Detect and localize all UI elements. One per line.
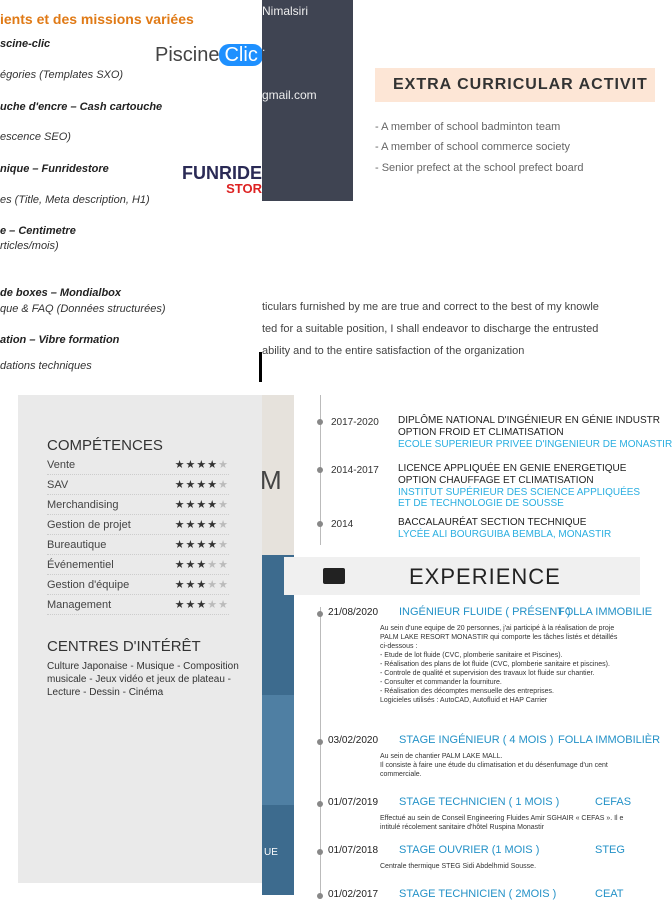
project-title: nique – Funridestore — [0, 163, 109, 175]
project-detail: es (Title, Meta description, H1) — [0, 194, 150, 206]
skill-name: Bureautique — [47, 538, 107, 551]
resume-main — [260, 395, 672, 900]
project-title: e – Centimetre — [0, 225, 76, 237]
skill-rating — [175, 538, 229, 551]
job-company: CEAT — [595, 888, 624, 900]
dark-sidebar — [262, 0, 353, 201]
stars-on: ★★★★ — [174, 499, 219, 511]
briefcase-icon — [323, 568, 345, 584]
education-title: DIPLÔME NATIONAL D'INGÉNIEUR EN GÉNIE INDUSTR OPTION FROID ET CLIMATISATION — [398, 415, 660, 438]
job-date: 01/02/2017 — [328, 889, 379, 900]
stars-off: ★ — [218, 519, 229, 531]
education-school: INSTITUT SUPÉRIEUR DES SCIENCE APPLIQUÉES ET DE TECHNOLOGIE DE SOUSSE — [398, 487, 641, 509]
stars-on: ★★★ — [174, 599, 208, 611]
sidebar-name: Nimalsiri — [262, 4, 308, 18]
job-date: 01/07/2019 — [328, 797, 379, 808]
piscine-clic-logo — [155, 44, 263, 67]
education-date: 2014-2017 — [331, 465, 379, 476]
stars-on: ★★★ — [174, 559, 208, 571]
stars-off: ★ — [218, 459, 229, 471]
project-detail: que & FAQ (Données structurées) — [0, 303, 166, 315]
stars-on: ★★★★ — [174, 479, 219, 491]
activity-item: - A member of school badminton team — [375, 121, 561, 133]
skill-name: Événementiel — [47, 558, 114, 571]
timeline-dot — [317, 419, 323, 425]
job-date: 21/08/2020 — [328, 607, 379, 618]
job-company: FOLLA IMMOBILIE — [558, 606, 653, 618]
job-description: Centrale thermique STEG Sidi Abdelhmid Sousse. — [380, 863, 537, 870]
education-date: 2014 — [331, 519, 354, 530]
activity-item: - A member of school commerce society — [375, 141, 571, 153]
skill-row — [47, 575, 229, 595]
interests-heading: CENTRES D'INTÉRÊT — [47, 638, 201, 655]
declaration-line: ted for a suitable position, I shall endeavor to discharge the entrusted — [262, 323, 599, 335]
stars-on: ★★★ — [174, 579, 208, 591]
job-title: STAGE INGÉNIEUR ( 4 MOIS ) — [399, 734, 554, 746]
skills-list — [47, 455, 229, 615]
stars-off: ★ — [218, 539, 229, 551]
project-title: uche d'encre – Cash cartouche — [0, 101, 163, 113]
skill-row — [47, 475, 229, 495]
timeline-dot — [317, 611, 323, 617]
skill-row — [47, 595, 229, 615]
sidebar-email: gmail.com — [262, 88, 317, 102]
skill-row — [47, 495, 229, 515]
skill-rating — [175, 458, 229, 471]
skill-rating — [175, 598, 229, 611]
job-company: FOLLA IMMOBILIÈR — [558, 734, 661, 746]
stars-off: ★★ — [207, 579, 229, 591]
top-left-panel — [0, 0, 262, 395]
project-detail: escence SEO) — [0, 131, 71, 143]
section-title: ients et des missions variées — [0, 11, 194, 27]
logo-text-clic: Clic — [219, 44, 262, 66]
project-title: de boxes – Mondialbox — [0, 287, 122, 299]
skill-rating — [175, 478, 229, 491]
skill-name: Gestion d'équipe — [47, 578, 130, 591]
timeline-dot — [317, 801, 323, 807]
experience-heading: EXPERIENCE — [409, 564, 561, 589]
project-title: scine-clic — [0, 38, 51, 50]
declaration-line: ticulars furnished by me are true and correct to the best of my knowle — [262, 301, 599, 313]
stars-off: ★★ — [207, 559, 229, 571]
job-description: Au sein de chantier PALM LAKE MALL. Il consiste à faire une étude du climatisation et du désenfumage d'un cent commerciale. — [380, 753, 608, 778]
top-right-panel — [262, 0, 648, 395]
skill-name: Vente — [47, 458, 76, 471]
declaration-line: ability and to the entire satisfaction of the organization — [262, 345, 525, 357]
job-company: CEFAS — [595, 796, 632, 808]
logo-text: FUNRIDE — [182, 163, 262, 183]
interests-text: Culture Japonaise - Musique - Composition musicale - Jeux vidéo et jeux de plateau - Lecture - Dessin - Cinéma — [47, 661, 239, 698]
job-description: Effectué au sein de Conseil Engineering Fluides Amir SGHAIR « CEFAS ». Il e intitulé récolement sanitaire d'hôtel Ruspina Monastir — [380, 815, 624, 831]
sidebar-side-letter: M — [260, 465, 282, 495]
divider-bar — [259, 352, 262, 382]
stars-off: ★ — [218, 479, 229, 491]
skill-rating — [175, 498, 229, 511]
skill-name: SAV — [47, 478, 69, 491]
timeline-dot — [317, 739, 323, 745]
project-detail: égories (Templates SXO) — [0, 69, 124, 81]
logo-text: Piscine — [155, 44, 220, 66]
skill-row — [47, 455, 229, 475]
skill-rating — [175, 578, 229, 591]
skill-row — [47, 555, 229, 575]
project-detail: rticles/mois) — [0, 240, 59, 252]
skill-rating — [175, 558, 229, 571]
skills-panel — [0, 395, 262, 895]
job-description: Au sein d'une equipe de 20 personnes, j'ai participé à la réalisation de proje PALM LAKE RESORT MONASTIR qui comporte les tâches listés et détaillés ci-dessous : - Etude de lot fluide (CVC, plomberie sanitaire et Piscines). - Réalisation des plans de lot fluide (CVC, plomberie sanitaire et piscines). - Controle de qualité et supervision des travaux lot fluide sur chantier. - Consulter et commander la fourniture. - Réalisation des décomptes mensuelle des entreprises. Logicieles utilisés : AutoCAD, Autofluid et HAP Carrier — [380, 625, 618, 704]
activities-heading: EXTRA CURRICULAR ACTIVIT — [375, 68, 655, 102]
funride-logo — [178, 165, 262, 197]
timeline-dot — [317, 467, 323, 473]
education-title: BACCALAURÉAT SECTION TECHNIQUE — [398, 517, 587, 528]
sidebar-dot: . — [262, 40, 266, 54]
education-date: 2017-2020 — [331, 417, 379, 428]
panel-inner-left — [0, 395, 18, 895]
job-date: 01/07/2018 — [328, 845, 379, 856]
stars-on: ★★★★ — [174, 519, 219, 531]
stars-off: ★ — [218, 499, 229, 511]
panel-bottom-edge — [18, 883, 262, 895]
stars-on: ★★★★ — [174, 539, 219, 551]
activity-item: - Senior prefect at the school prefect board — [375, 162, 584, 174]
skill-row — [47, 515, 229, 535]
skills-heading: COMPÉTENCES — [47, 437, 163, 454]
job-title: STAGE OUVRIER (1 MOIS ) — [399, 844, 540, 856]
skill-name: Gestion de projet — [47, 518, 131, 531]
skill-name: Merchandising — [47, 498, 119, 511]
job-company: STEG — [595, 844, 625, 856]
project-title: ation – Vibre formation — [0, 334, 120, 346]
sidebar-side-text: UE — [264, 847, 278, 858]
stars-on: ★★★★ — [174, 459, 219, 471]
education-title: LICENCE APPLIQUÉE EN GENIE ENERGETIQUE OPTION CHAUFFAGE ET CLIMATISATION — [398, 463, 627, 486]
timeline-dot — [317, 849, 323, 855]
blue-sidebar — [262, 395, 294, 895]
job-date: 03/02/2020 — [328, 735, 379, 746]
skill-row — [47, 535, 229, 555]
education-school: ECOLE SUPERIEUR PRIVEE D'INGENIEUR DE MONASTIR — [398, 439, 672, 450]
logo-text-stor: STOR — [226, 181, 262, 196]
timeline-dot — [317, 893, 323, 899]
skill-rating — [175, 518, 229, 531]
education-school: LYCÉE ALI BOURGUIBA BEMBLA, MONASTIR — [398, 529, 612, 540]
job-title: STAGE TECHNICIEN ( 1 MOIS ) — [399, 796, 560, 808]
timeline-dot — [317, 521, 323, 527]
sidebar-mid-block — [262, 695, 294, 805]
job-title: STAGE TECHNICIEN ( 2MOIS ) — [399, 888, 557, 900]
job-title: INGÉNIEUR FLUIDE ( PRÉSENT ) — [399, 606, 571, 618]
stars-off: ★★ — [207, 599, 229, 611]
skill-name: Management — [47, 598, 112, 611]
project-detail: dations techniques — [0, 360, 92, 372]
